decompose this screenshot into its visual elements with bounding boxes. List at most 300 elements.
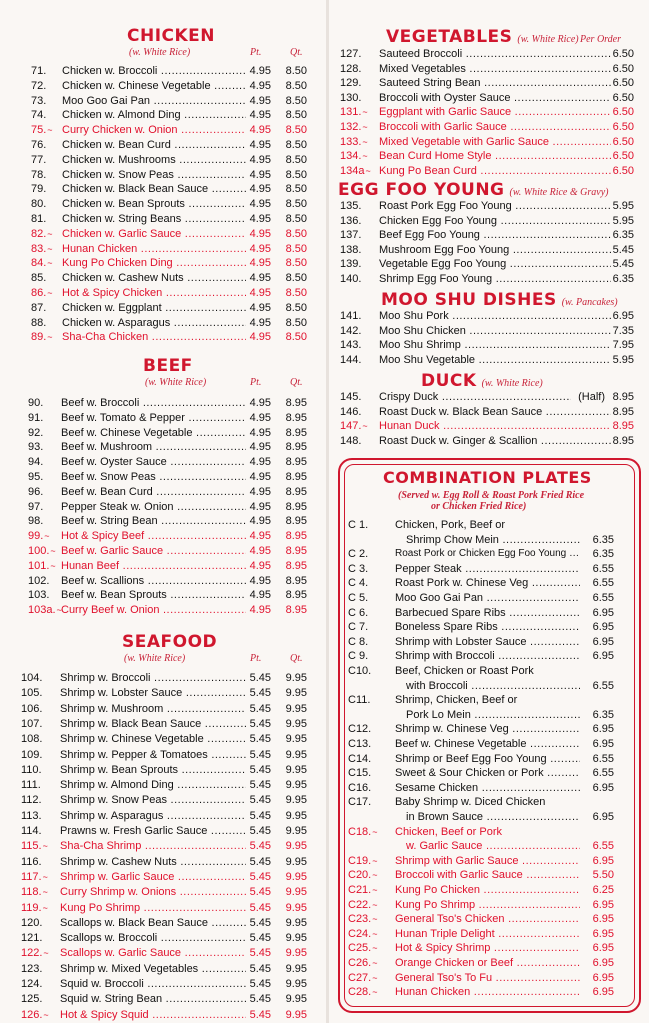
item-name: Chicken w. Chinese Vegetable ..... xyxy=(62,79,246,93)
combo-price: 6.95 xyxy=(592,811,614,823)
pint-price: 5.45 xyxy=(249,870,271,883)
combo-number: C 6. xyxy=(348,606,369,619)
item-name: Hunan Beef ..... xyxy=(61,559,246,573)
quart-price: 9.95 xyxy=(285,763,307,776)
menu-item xyxy=(31,256,331,270)
item-number: 101.~ xyxy=(28,559,56,572)
item-price: 6.35 xyxy=(612,273,634,285)
item-name: Shrimp w. Mushroom ..... xyxy=(60,702,246,716)
item-number: 82.~ xyxy=(31,227,53,240)
menu-item xyxy=(28,603,328,617)
item-number: 113. xyxy=(21,809,42,822)
quart-price: 8.50 xyxy=(285,168,307,181)
menu-item xyxy=(340,76,640,90)
eggfooyoung-title-text: EGG FOO YOUNG xyxy=(338,180,505,200)
item-name: Moo Goo Gai Pan ..... xyxy=(62,94,246,108)
pint-price: 5.45 xyxy=(249,733,271,746)
item-price: 6.50 xyxy=(612,91,634,104)
combo-title: COMBINATION PLATES xyxy=(383,468,592,487)
pint-price: 4.95 xyxy=(249,109,271,122)
menu-item xyxy=(340,62,640,76)
hot-spicy-icon: ~ xyxy=(372,958,378,968)
hot-spicy-icon: ~ xyxy=(47,332,53,343)
duck-subtitle: (w. White Rice) xyxy=(481,378,543,389)
item-number: 133.~ xyxy=(340,135,368,148)
menu-item xyxy=(31,197,331,211)
quart-price: 8.50 xyxy=(285,272,307,285)
menu-item xyxy=(21,992,321,1006)
pint-price: 4.95 xyxy=(249,242,271,255)
beef-qt-header: Qt. xyxy=(290,377,303,388)
menu-item xyxy=(340,309,640,323)
combo-price: 6.95 xyxy=(592,942,614,955)
item-name: Moo Shu Shrimp ..... xyxy=(379,338,611,352)
menu-item xyxy=(340,214,640,228)
pint-price: 5.45 xyxy=(249,748,271,761)
combo-name: Shrimp with Lobster Sauce ..... xyxy=(395,635,580,649)
item-name: Hot & Spicy Chicken ..... xyxy=(62,286,246,300)
chicken-subtitle: (w. White Rice) xyxy=(129,47,191,58)
item-name: Shrimp w. Cashew Nuts ..... xyxy=(60,855,246,869)
quart-price: 9.95 xyxy=(285,717,307,730)
menu-item xyxy=(28,411,328,425)
menu-item xyxy=(340,419,640,433)
menu-item xyxy=(340,120,640,134)
item-name: Roast Duck w. Black Bean Sauce ..... xyxy=(379,405,611,419)
combo-price: 6.95 xyxy=(592,621,614,634)
item-name: Shrimp w. Broccoli ..... xyxy=(60,671,246,685)
hot-spicy-icon: ~ xyxy=(372,885,378,895)
quart-price: 9.95 xyxy=(285,825,307,837)
combo-name: Hunan Triple Delight ..... xyxy=(395,927,580,941)
hot-spicy-icon: ~ xyxy=(56,605,62,616)
hot-spicy-icon: ~ xyxy=(42,902,48,913)
quart-price: 8.95 xyxy=(285,604,307,617)
item-name: Beef w. Bean Curd ..... xyxy=(61,485,246,499)
item-name: Shrimp w. Black Bean Sauce ..... xyxy=(60,717,246,731)
quart-price: 8.95 xyxy=(285,426,307,439)
menu-item xyxy=(21,686,321,700)
pint-price: 4.95 xyxy=(249,411,271,424)
item-number: 71. xyxy=(31,65,47,77)
menu-item xyxy=(28,544,328,558)
quart-price: 9.95 xyxy=(285,962,307,975)
pint-price: 5.45 xyxy=(249,687,271,700)
quart-price: 8.50 xyxy=(285,301,307,314)
item-number: 78. xyxy=(31,168,47,181)
hot-spicy-icon: ~ xyxy=(372,870,378,881)
item-number: 93. xyxy=(28,441,44,454)
menu-item xyxy=(21,901,321,915)
item-name: Sha-Cha Shrimp ..... xyxy=(60,839,246,853)
combo-name: Hot & Spicy Shrimp ..... xyxy=(395,941,580,955)
menu-item xyxy=(31,94,331,108)
combo-price: 6.55 xyxy=(592,840,614,853)
combo-number: C16. xyxy=(348,781,372,794)
pint-price: 4.95 xyxy=(249,331,271,344)
item-name: Vegetable Egg Foo Young ..... xyxy=(379,257,611,271)
hot-spicy-icon: ~ xyxy=(50,546,56,556)
combo-subtitle-2: or Chicken Fried Rice) xyxy=(431,501,527,512)
quart-price: 8.95 xyxy=(285,441,307,454)
combo-number: C21.~ xyxy=(348,884,378,896)
combo-price: 6.55 xyxy=(592,592,614,604)
item-name: Beef w. Snow Peas ..... xyxy=(61,470,246,484)
pint-price: 5.45 xyxy=(249,717,271,730)
hot-spicy-icon: ~ xyxy=(372,914,378,925)
item-number: 116. xyxy=(21,855,42,868)
item-number: 129. xyxy=(340,77,362,90)
seafood-subtitle: (w. White Rice) xyxy=(124,653,186,664)
combo-price: 6.95 xyxy=(592,913,614,926)
menu-item xyxy=(340,434,640,448)
combo-name: Roast Pork w. Chinese Veg ..... xyxy=(395,576,580,590)
item-name: Crispy Duck ..... xyxy=(379,390,571,404)
menu-item xyxy=(340,243,640,257)
item-name: Chicken w. String Beans ..... xyxy=(62,212,246,226)
item-name: Chicken w. Black Bean Sauce ..... xyxy=(62,182,246,196)
combo-number: C 4. xyxy=(348,577,369,590)
item-name: Mixed Vegetables ..... xyxy=(379,62,611,76)
quart-price: 8.50 xyxy=(285,124,307,137)
item-number: 125. xyxy=(21,993,43,1006)
pint-price: 4.95 xyxy=(249,316,271,329)
combo-name: Shrimp with Garlic Sauce ..... xyxy=(395,854,580,868)
menu-item xyxy=(340,164,640,178)
item-name: Kung Po Chicken Ding ..... xyxy=(62,256,246,270)
item-number: 102. xyxy=(28,574,50,587)
combo-price: 6.35 xyxy=(592,548,614,561)
combo-name: Baby Shrimp w. Diced Chicken xyxy=(395,796,546,809)
quart-price: 8.95 xyxy=(285,411,307,424)
combo-price: 6.55 xyxy=(592,577,614,590)
quart-price: 8.50 xyxy=(285,257,307,270)
pint-price: 4.95 xyxy=(249,124,271,137)
item-number: 103. xyxy=(28,589,50,602)
item-name: Scallops w. Garlic Sauce ..... xyxy=(60,946,246,960)
combo-name: Boneless Spare Ribs ..... xyxy=(395,620,580,634)
combo-price: 6.55 xyxy=(592,752,614,765)
quart-price: 8.50 xyxy=(285,94,307,107)
pint-price: 4.95 xyxy=(249,272,271,285)
item-number: 106. xyxy=(21,702,43,715)
item-name: Hot & Spicy Beef ..... xyxy=(61,529,246,543)
pint-price: 4.95 xyxy=(249,545,271,557)
item-price: 7.35 xyxy=(612,324,634,337)
quart-price: 8.50 xyxy=(285,316,307,329)
quart-price: 8.95 xyxy=(285,485,307,498)
item-name: Beef w. Garlic Sauce ..... xyxy=(61,544,246,558)
item-number: 92. xyxy=(28,426,44,439)
item-number: 127. xyxy=(340,48,362,60)
combo-number: C23.~ xyxy=(348,913,378,926)
item-name: Sha-Cha Chicken ..... xyxy=(62,330,246,344)
menu-item xyxy=(340,353,640,367)
combo-number: C 7. xyxy=(348,621,369,634)
item-number: 96. xyxy=(28,485,44,498)
item-price: 5.45 xyxy=(612,258,634,271)
hot-spicy-icon: ~ xyxy=(362,107,368,118)
menu-item xyxy=(340,338,640,352)
hot-spicy-icon: ~ xyxy=(42,887,48,898)
menu-item xyxy=(28,514,328,528)
quart-price: 9.95 xyxy=(285,687,307,700)
pint-price: 4.95 xyxy=(249,79,271,92)
item-name: Eggplant with Garlic Sauce ..... xyxy=(379,105,611,119)
item-number: 139. xyxy=(340,258,362,271)
hot-spicy-icon: ~ xyxy=(47,258,53,269)
mooshu-title xyxy=(381,290,618,310)
item-name: Beef w. Broccoli ..... xyxy=(61,396,246,410)
item-name: Broccoli with Oyster Sauce ..... xyxy=(379,91,611,105)
item-number: 79. xyxy=(31,183,47,196)
pint-price: 5.45 xyxy=(249,932,271,945)
item-number: 103a.~ xyxy=(28,604,62,617)
item-number: 110. xyxy=(21,763,42,776)
eggfooyoung-title xyxy=(338,180,608,200)
pint-price: 4.95 xyxy=(249,530,271,543)
item-name: Squid w. String Bean ..... xyxy=(60,992,246,1006)
menu-item xyxy=(340,91,640,105)
combo-number: C14. xyxy=(348,752,372,765)
quart-price: 9.95 xyxy=(285,672,307,684)
item-number: 136. xyxy=(340,214,362,227)
combo-price: 6.55 xyxy=(592,767,614,780)
item-name: Scallops w. Black Bean Sauce ..... xyxy=(60,916,246,930)
quart-price: 8.50 xyxy=(285,153,307,166)
combo-name: Sesame Chicken ..... xyxy=(395,781,580,795)
item-number: 147.~ xyxy=(340,420,368,433)
item-number: 135. xyxy=(340,200,362,212)
item-name: Curry Beef w. Onion ..... xyxy=(61,603,246,617)
item-number: 119.~ xyxy=(21,901,48,914)
item-number: 104. xyxy=(21,672,43,684)
menu-item xyxy=(21,916,321,930)
pint-price: 4.95 xyxy=(249,198,271,211)
combo-price: 6.95 xyxy=(592,650,614,663)
quart-price: 9.95 xyxy=(285,748,307,761)
menu-item xyxy=(21,793,321,807)
item-number: 145. xyxy=(340,391,362,403)
menu-item xyxy=(21,962,321,976)
beef-title: BEEF xyxy=(143,356,193,376)
item-price: 7.95 xyxy=(612,339,634,352)
menu-item xyxy=(28,500,328,514)
item-number: 80. xyxy=(31,198,47,211)
item-number: 137. xyxy=(340,229,362,242)
menu-item xyxy=(21,839,321,853)
pint-price: 4.95 xyxy=(249,559,271,572)
item-number: 112. xyxy=(21,794,42,807)
menu-item xyxy=(21,809,321,823)
combo-name: Sweet & Sour Chicken or Pork ..... xyxy=(395,766,580,780)
item-number: 108. xyxy=(21,733,43,746)
combo-number: C22.~ xyxy=(348,898,378,911)
item-number: 90. xyxy=(28,397,44,409)
hot-spicy-icon: ~ xyxy=(44,531,50,542)
pint-price: 4.95 xyxy=(249,515,271,528)
combo-price: 6.55 xyxy=(592,562,614,575)
quart-price: 9.95 xyxy=(285,840,307,853)
quart-price: 8.95 xyxy=(285,397,307,409)
pint-price: 4.95 xyxy=(249,574,271,587)
combo-number: C17. xyxy=(348,796,372,809)
menu-item xyxy=(340,390,640,404)
item-number: 120. xyxy=(21,916,43,929)
item-name: Shrimp w. Garlic Sauce ..... xyxy=(60,870,246,884)
quart-price: 8.50 xyxy=(285,213,307,225)
pint-price: 5.45 xyxy=(249,672,271,684)
item-name: Roast Pork Egg Foo Young ..... xyxy=(379,199,611,213)
hot-spicy-icon: ~ xyxy=(42,841,48,852)
item-name: Hot & Spicy Squid ..... xyxy=(60,1008,246,1022)
quart-price: 8.50 xyxy=(285,227,307,240)
combo-number: C 2. xyxy=(348,548,369,561)
combo-price: 6.35 xyxy=(592,708,614,721)
combo-name: Shrimp with Broccoli ..... xyxy=(395,649,580,663)
menu-item xyxy=(340,324,640,338)
combo-price: 6.95 xyxy=(592,854,614,867)
item-name: Kung Po Bean Curd ..... xyxy=(379,164,611,178)
combo-number: C15. xyxy=(348,767,372,780)
item-name: Shrimp w. Bean Sprouts ..... xyxy=(60,763,246,777)
item-price: 8.95 xyxy=(612,405,634,418)
item-name: Shrimp w. Snow Peas ..... xyxy=(60,793,246,807)
menu-item xyxy=(21,671,321,685)
quart-price: 9.95 xyxy=(285,932,307,945)
menu-item xyxy=(31,138,331,152)
menu-item xyxy=(31,123,331,137)
combo-price: 6.95 xyxy=(592,738,614,750)
pint-price: 5.45 xyxy=(249,947,271,960)
hot-spicy-icon: ~ xyxy=(372,987,378,998)
item-number: 115.~ xyxy=(21,840,48,853)
hot-spicy-icon: ~ xyxy=(372,972,378,983)
combo-name: Moo Goo Gai Pan ..... xyxy=(395,591,580,605)
item-number: 126.~ xyxy=(21,1008,49,1021)
menu-item xyxy=(31,182,331,196)
pint-price: 5.45 xyxy=(249,840,271,853)
combo-number: C 3. xyxy=(348,562,369,575)
menu-item xyxy=(21,870,321,884)
pint-price: 4.95 xyxy=(249,471,271,483)
pint-price: 4.95 xyxy=(249,213,271,225)
item-price: 8.95 xyxy=(612,434,634,447)
quart-price: 9.95 xyxy=(285,886,307,899)
item-name: Curry Chicken w. Onion ..... xyxy=(62,123,246,137)
quart-price: 9.95 xyxy=(285,809,307,822)
item-name: Sauteed Broccoli ..... xyxy=(379,47,611,61)
quart-price: 9.95 xyxy=(285,978,307,990)
item-name: Shrimp w. Asparagus ..... xyxy=(60,809,246,823)
item-note: (Half) xyxy=(578,391,605,403)
item-name: Chicken w. Broccoli ..... xyxy=(62,64,246,78)
item-number: 111. xyxy=(21,779,41,792)
quart-price: 8.50 xyxy=(285,242,307,255)
hot-spicy-icon: ~ xyxy=(362,421,368,432)
pint-price: 4.95 xyxy=(249,94,271,107)
hot-spicy-icon: ~ xyxy=(43,1009,49,1020)
item-number: 100.~ xyxy=(28,545,56,557)
item-number: 128. xyxy=(340,62,362,75)
combo-price: 6.25 xyxy=(592,884,614,896)
item-number: 143. xyxy=(340,339,362,352)
item-number: 89.~ xyxy=(31,331,53,344)
hot-spicy-icon: ~ xyxy=(372,855,378,866)
quart-price: 8.50 xyxy=(285,109,307,122)
item-number: 138. xyxy=(340,243,362,256)
pint-price: 4.95 xyxy=(249,485,271,498)
item-price: 6.35 xyxy=(612,229,634,242)
vegetables-title-text: VEGETABLES xyxy=(386,27,513,47)
menu-item xyxy=(28,485,328,499)
pint-price: 4.95 xyxy=(249,153,271,166)
item-name: Beef w. Chinese Vegetable ..... xyxy=(61,426,246,440)
menu-item xyxy=(21,977,321,991)
item-number: 141. xyxy=(340,310,362,322)
chicken-qt-header: Qt. xyxy=(290,47,303,58)
item-name: Shrimp w. Mixed Vegetables ..... xyxy=(60,962,246,976)
item-number: 85. xyxy=(31,272,47,285)
item-number: 121. xyxy=(21,932,43,945)
item-price: 6.95 xyxy=(612,310,634,322)
vegetables-title xyxy=(386,27,579,47)
pint-price: 4.95 xyxy=(249,500,271,513)
hot-spicy-icon: ~ xyxy=(47,125,53,136)
vegetables-subtitle: (w. White Rice) xyxy=(517,34,579,45)
quart-price: 9.95 xyxy=(285,1008,307,1021)
vegetables-price-header: Per Order xyxy=(580,34,622,45)
quart-price: 8.95 xyxy=(285,515,307,528)
seafood-qt-header: Qt. xyxy=(290,653,303,664)
hot-spicy-icon: ~ xyxy=(47,288,53,298)
item-name: Beef w. String Bean ..... xyxy=(61,514,246,528)
item-name: Shrimp w. Lobster Sauce ..... xyxy=(60,686,246,700)
item-name: Shrimp w. Chinese Vegetable ..... xyxy=(60,732,246,746)
item-number: 148. xyxy=(340,434,362,447)
hot-spicy-icon: ~ xyxy=(50,560,56,571)
combo-name: Shrimp w. Chinese Veg ..... xyxy=(395,722,580,736)
item-name: Shrimp Egg Foo Young ..... xyxy=(379,272,611,286)
item-number: 81. xyxy=(31,213,47,225)
combo-name: Kung Po Shrimp ..... xyxy=(395,898,580,912)
item-name: Prawns w. Fresh Garlic Sauce ..... xyxy=(60,824,246,838)
menu-item xyxy=(28,559,328,573)
mooshu-subtitle: (w. Pancakes) xyxy=(561,297,618,308)
hot-spicy-icon: ~ xyxy=(372,943,378,954)
pint-price: 4.95 xyxy=(249,227,271,240)
pint-price: 4.95 xyxy=(249,589,271,602)
menu-item xyxy=(31,316,331,330)
combo-name: Roast Pork or Chicken Egg Foo Young ..... xyxy=(395,547,580,561)
item-number: 122.~ xyxy=(21,947,49,960)
pint-price: 5.45 xyxy=(249,779,271,792)
menu-item xyxy=(21,763,321,777)
menu-item xyxy=(21,824,321,838)
pint-price: 4.95 xyxy=(249,426,271,439)
menu-item xyxy=(28,470,328,484)
pint-price: 4.95 xyxy=(249,397,271,409)
combo-price: 6.95 xyxy=(592,971,614,984)
menu-item xyxy=(340,405,640,419)
combo-name: Barbecued Spare Ribs ..... xyxy=(395,606,580,620)
pint-price: 4.95 xyxy=(249,301,271,314)
quart-price: 8.95 xyxy=(285,530,307,543)
hot-spicy-icon: ~ xyxy=(365,165,371,176)
pint-price: 5.45 xyxy=(249,978,271,990)
item-price: 8.95 xyxy=(612,420,634,433)
menu-item xyxy=(21,885,321,899)
